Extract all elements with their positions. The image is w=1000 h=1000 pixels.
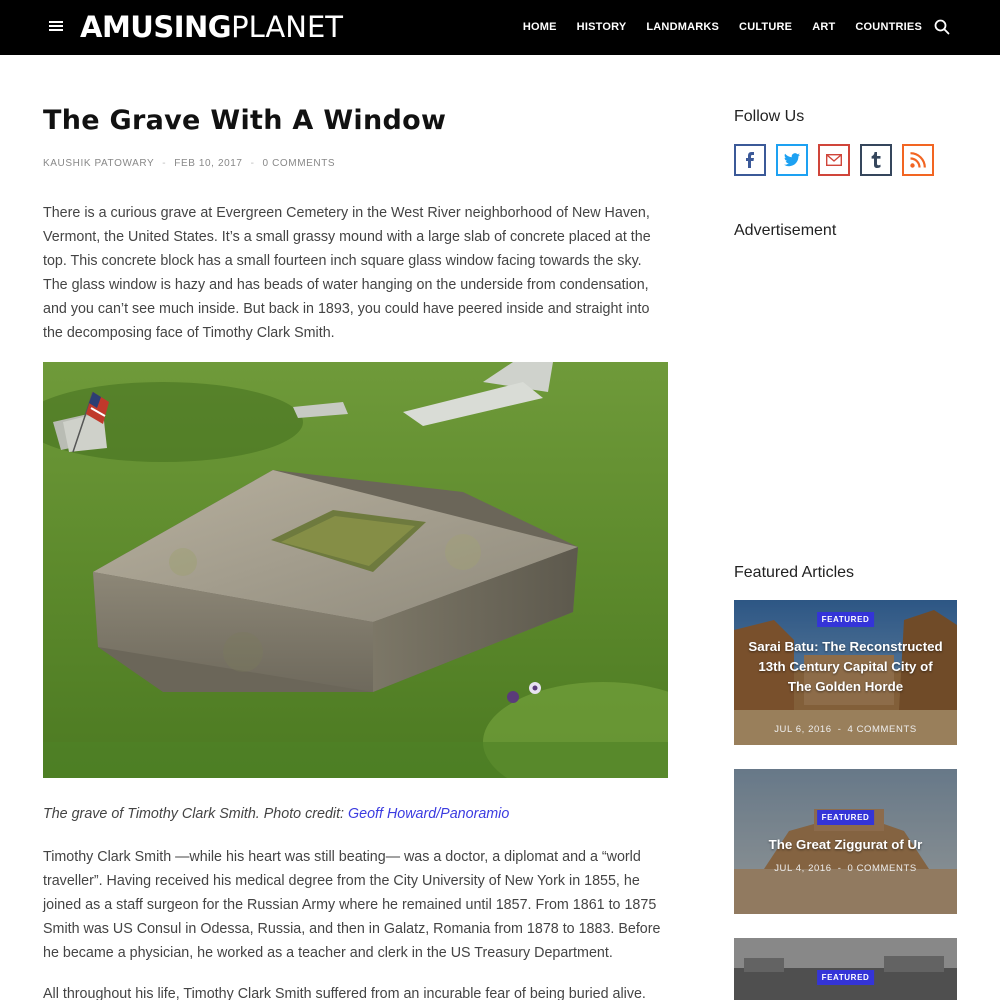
- featured-card[interactable]: [734, 769, 957, 914]
- nav-culture[interactable]: CULTURE: [739, 21, 793, 33]
- nav-landmarks[interactable]: LANDMARKS: [646, 21, 720, 33]
- advertisement-heading: Advertisement: [734, 222, 837, 239]
- featured-card-title[interactable]: The Great Ziggurat of Ur: [768, 837, 923, 852]
- article-paragraph: Timothy Clark Smith —while his heart was still beating— was a doctor, a diplomat and a “world traveller”. Having received his medical degree from the City University of New York in 1855, he joined as a staff surgeon for the Russian Army where he remained until 1857. From 1861 to 1875 Smith was US Consul in Odessa, Russia, and then in Galatz, Romania from 1878 to 1883. Before he became a physician, he worked as a teacher and clerk in the US Treasury Department.: [43, 849, 661, 961]
- article-author[interactable]: KAUSHIK PATOWARY: [43, 158, 155, 169]
- hamburger-menu-icon[interactable]: [49, 19, 65, 33]
- photo-credit-link[interactable]: Geoff Howard/Panoramio: [348, 806, 510, 822]
- main-nav: [503, 20, 922, 34]
- grave-photo: [43, 362, 668, 778]
- article-comments-link[interactable]: 0 COMMENTS: [262, 158, 336, 169]
- site-logo[interactable]: AMUSINGPLANET: [80, 10, 343, 44]
- article-paragraph: All throughout his life, Timothy Clark Smith suffered from an incurable fear of being buried alive.: [43, 986, 646, 1000]
- nav-countries[interactable]: COUNTRIES: [855, 21, 922, 33]
- featured-card-meta: JUL 4, 2016 - 0 COMMENTS: [774, 863, 917, 874]
- rss-icon[interactable]: [902, 144, 934, 176]
- featured-card-title[interactable]: Sarai Batu: The Reconstructed 13th Century Capital City of The Golden Horde: [748, 639, 943, 694]
- featured-articles-heading: Featured Articles: [734, 564, 855, 581]
- featured-card[interactable]: [734, 600, 957, 745]
- article-meta: KAUSHIK PATOWARY - FEB 10, 2017 - 0 COMMENTS: [43, 158, 336, 169]
- tumblr-icon[interactable]: [860, 144, 892, 176]
- featured-card-meta: JUL 6, 2016 - 4 COMMENTS: [774, 724, 917, 735]
- featured-badge[interactable]: FEATURED: [817, 612, 875, 627]
- site-header: [0, 0, 1000, 55]
- article-paragraph: There is a curious grave at Evergreen Cemetery in the West River neighborhood of New Haven, Vermont, the United States. It’s a small grassy mound with a large slab of concrete placed at the top. This concrete block has a small fourteen inch square glass window facing towards the sky. The glass window is hazy and has beads of water hanging on the underside from condensation, and you can’t see much inside. But back in 1893, you could have peered inside and straight into the decomposing face of Timothy Clark Smith.: [43, 205, 651, 341]
- article-title: The Grave With A Window: [43, 105, 447, 136]
- featured-card[interactable]: [734, 938, 957, 1000]
- featured-badge[interactable]: FEATURED: [817, 810, 875, 825]
- featured-badge[interactable]: FEATURED: [817, 970, 875, 985]
- photo-caption: The grave of Timothy Clark Smith. Photo credit: Geoff Howard/Panoramio: [43, 806, 510, 822]
- nav-history[interactable]: HISTORY: [576, 21, 627, 33]
- facebook-icon[interactable]: [734, 144, 766, 176]
- article-date: FEB 10, 2017: [174, 158, 243, 169]
- twitter-icon[interactable]: [776, 144, 808, 176]
- search-icon[interactable]: [934, 19, 950, 35]
- follow-us-heading: Follow Us: [734, 108, 805, 125]
- email-icon[interactable]: [818, 144, 850, 176]
- nav-art[interactable]: ART: [812, 21, 836, 33]
- nav-home[interactable]: HOME: [522, 21, 557, 33]
